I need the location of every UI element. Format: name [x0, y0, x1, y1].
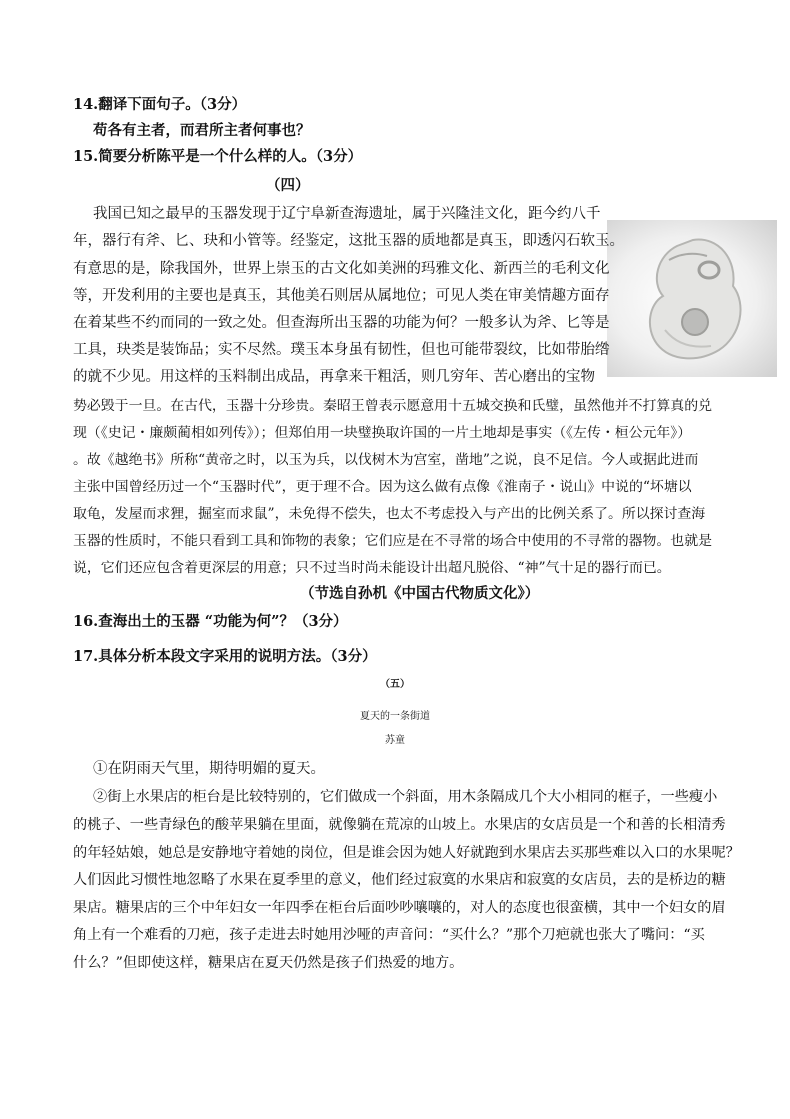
question-16: 16.查海出土的玉器 “功能为何”？（3分） [73, 613, 348, 630]
section-4-line-3: 有意思的是，除我国外，世界上崇玉的古文化如美洲的玛雅文化、新西兰的毛利文化 [73, 261, 610, 277]
section-5-heading: （五） [380, 679, 410, 690]
section-4-line-4: 等，开发利用的主要也是真玉，其他美石则居从属地位；可见人类在审美情趣方面存 [73, 288, 610, 304]
article-author: 苏童 [385, 735, 405, 746]
article-paragraph-2-line-6: 角上有一个难看的刀疤，孩子走进去时她用沙哑的声音问：“买什么？”那个刀疤就也张大了嘴问：“买 [73, 927, 705, 943]
jade-dragon-image [607, 220, 777, 377]
article-paragraph-1: ①在阴雨天气里，期待明媚的夏天。 [93, 761, 325, 777]
section-4-line-11: 主张中国曾经历过一个“玉器时代”，更于理不合。因为这么做有点像《淮南子・说山》中说的“坏塘以 [73, 479, 692, 495]
article-paragraph-2-line-1: ②街上水果店的柜台是比较特别的，它们做成一个斜面，用木条隔成几个大小相同的框子，一些瘦小 [93, 789, 718, 805]
jade-pig-dragon-icon [607, 220, 777, 377]
article-title: 夏天的一条街道 [360, 711, 430, 722]
section-4-line-9: 现（《史记・廉颇蔺相如列传》）；但郑伯用一块璧换取许国的一片土地却是事实（《左传・桓公元年》） [73, 425, 692, 441]
question-14: 14.翻译下面句子。（3分） [73, 96, 247, 113]
section-4-line-13: 玉器的性质时，不能只看到工具和饰物的表象；它们应是在不寻常的场合中使用的不寻常的器物。也就是 [73, 533, 712, 549]
article-paragraph-2-line-7: 什么？”但即使这样，糖果店在夏天仍然是孩子们热爱的地方。 [73, 955, 464, 971]
section-4-line-2: 年，器行有斧、匕、玦和小管等。经鉴定，这批玉器的质地都是真玉，即透闪石软玉。 [73, 233, 624, 249]
section-4-line-7: 的就不少见。用这样的玉料制出成品，再拿来干粗活，则几穷年、苦心磨出的宝物 [73, 369, 595, 385]
section-4-line-6: 工具，玦类是装饰品；实不尽然。璞玉本身虽有韧性，但也可能带裂纹，比如带胎绺 [73, 342, 610, 358]
article-paragraph-2-line-2: 的桃子、一些青绿色的酸苹果躺在里面，就像躺在荒凉的山坡上。水果店的女店员是一个和善的长相清秀 [73, 817, 726, 833]
section-4-line-1: 我国已知之最早的玉器发现于辽宁阜新查海遗址，属于兴隆洼文化，距今约八千 [93, 206, 601, 222]
article-paragraph-2-line-5: 果店。糖果店的三个中年妇女一年四季在柜台后面吵吵嚷嚷的，对人的态度也很蛮横，其中一个妇女的眉 [73, 900, 726, 916]
question-17: 17.具体分析本段文字采用的说明方法。（3分） [73, 648, 377, 665]
section-4-line-8: 势必毁于一旦。在古代，玉器十分珍贵。秦昭王曾表示愿意用十五城交换和氏璧，虽然他并不打算真的兑 [73, 398, 712, 414]
section-4-source: （节选自孙机《中国古代物质文化》） [300, 585, 540, 602]
article-paragraph-2-line-4: 人们因此习惯性地忽略了水果在夏季里的意义，他们经过寂寞的水果店和寂寞的女店员，去的是桥边的糖 [73, 872, 726, 888]
section-4-line-5: 在着某些不约而同的一致之处。但查海所出玉器的功能为何？一般多认为斧、匕等是 [73, 315, 610, 331]
section-4-line-14: 说，它们还应包含着更深层的用意；只不过当时尚未能设计出超凡脱俗、“神”气十足的器行而已。 [73, 560, 671, 576]
section-4-heading: （四） [266, 177, 310, 194]
article-paragraph-2-line-3: 的年轻姑娘，她总是安静地守着她的岗位，但是谁会因为她人好就跑到水果店去买那些难以入口的水果呢？ [73, 845, 740, 861]
section-4-line-10: 。故《越绝书》所称“黄帝之时，以玉为兵，以伐树木为宫室，凿地”之说，良不足信。今人或据此进而 [73, 452, 699, 468]
section-4-line-12: 取龟，发屋而求狸，掘室而求鼠”，未免得不偿失，也太不考虑投入与产出的比例关系了。所以探讨查海 [73, 506, 706, 522]
question-15: 15.简要分析陈平是一个什么样的人。（3分） [73, 148, 363, 165]
question-14-sentence: 苟各有主者，而君所主者何事也？ [93, 122, 311, 139]
